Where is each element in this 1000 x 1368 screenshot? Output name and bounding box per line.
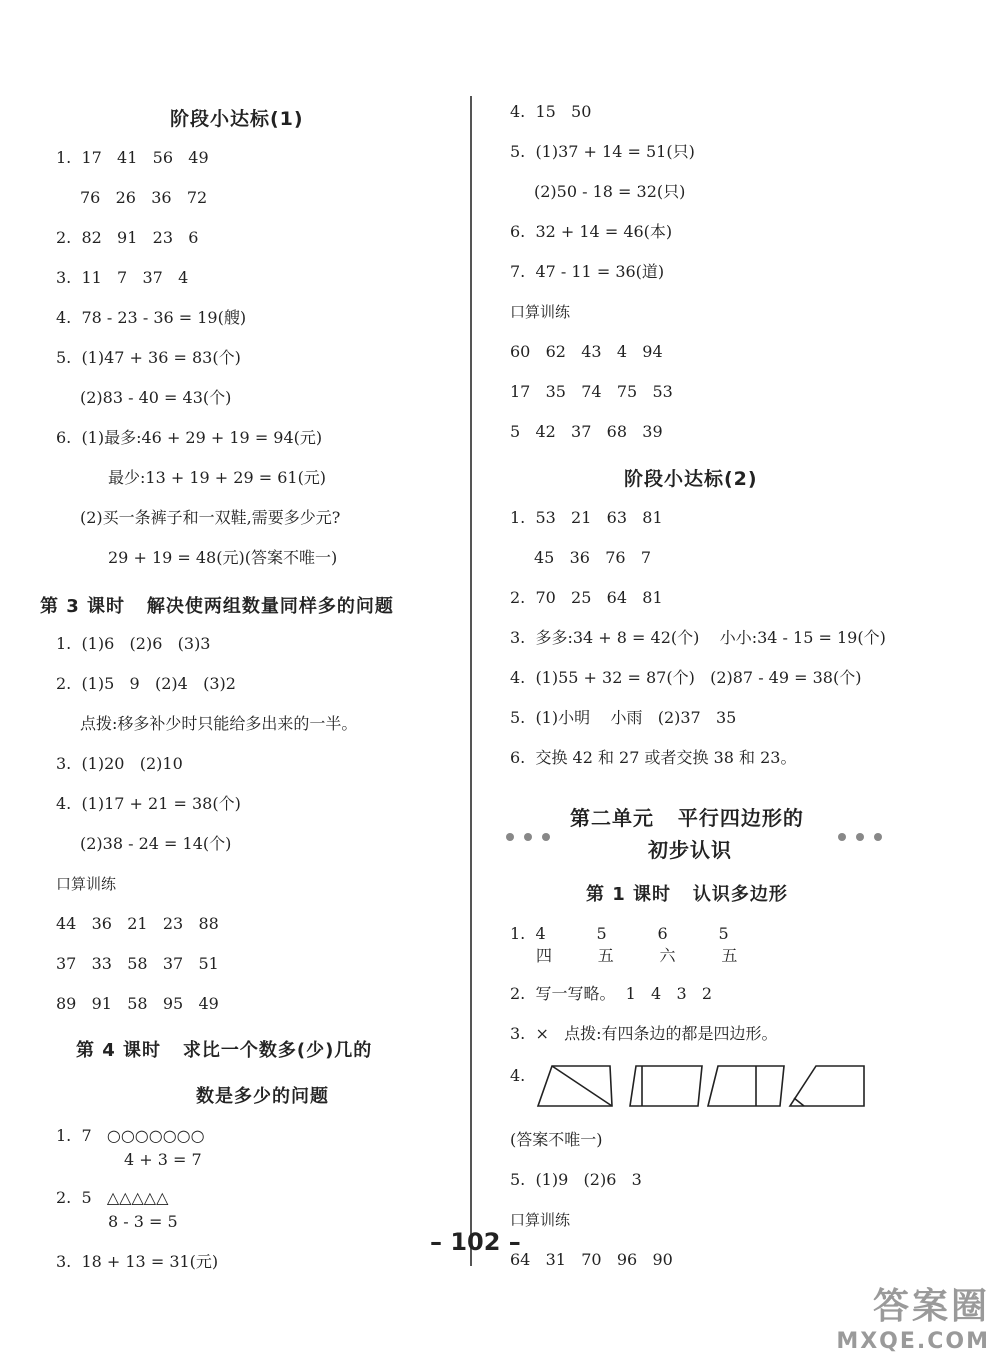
answer-line: 6. 交换 42 和 27 或者交换 38 和 23。 xyxy=(510,748,797,767)
answer-line: 5. (1)9 (2)6 3 xyxy=(510,1170,642,1189)
answer-line: 3. (1)20 (2)10 xyxy=(56,754,183,773)
answer-line: 3. × 点拨:有四条边的都是四边形。 xyxy=(510,1024,778,1043)
page-number: – 102 – xyxy=(430,1228,521,1256)
answer-line: 6. (1)最多:46 + 29 + 19 = 94(元) xyxy=(56,428,323,447)
hint-line: 点拨:移多补少时只能给多出来的一半。 xyxy=(80,714,358,733)
answer-line: 44 36 21 23 88 xyxy=(56,914,219,933)
section-title-stage-2: 阶段小达标(2) xyxy=(624,468,758,490)
answer-line: 64 31 70 96 90 xyxy=(510,1250,673,1269)
answer-line: 最少:13 + 19 + 29 = 61(元) xyxy=(108,468,327,487)
answer-line: 8 - 3 = 5 xyxy=(108,1212,178,1231)
answer-line: (2)83 - 40 = 43(个) xyxy=(80,388,232,407)
column-divider xyxy=(470,96,472,1266)
answer-line: 76 26 36 72 xyxy=(80,188,208,207)
watermark-url: MXQE.COM xyxy=(836,1329,990,1354)
answer-line: 4. xyxy=(510,1066,526,1085)
answer-line: 29 + 19 = 48(元)(答案不唯一) xyxy=(108,548,338,567)
decorative-dots-left xyxy=(506,826,560,845)
answer-line: 3. 11 7 37 4 xyxy=(56,268,189,287)
answer-line: 5. (1)37 + 14 = 51(只) xyxy=(510,142,695,161)
shape-divided-4 xyxy=(790,1066,864,1106)
quadrilateral-figures xyxy=(536,1062,876,1112)
answer-line: 3. 多多:34 + 8 = 42(个) 小小:34 - 15 = 19(个) xyxy=(510,628,886,647)
watermark-logo-text: 答案圈 xyxy=(872,1286,990,1327)
answer-line: 17 35 74 75 53 xyxy=(510,382,673,401)
answer-line: 4. 15 50 xyxy=(510,102,592,121)
answer-line: 2. 写一写略。 1 4 3 2 xyxy=(510,984,713,1003)
answer-line: 1. 7 ○○○○○○○ xyxy=(56,1126,205,1145)
answer-line: (2)买一条裤子和一双鞋,需要多少元? xyxy=(80,508,341,527)
answer-line: (答案不唯一) xyxy=(510,1130,603,1149)
unit-title-line1: 第二单元 平行四边形的 xyxy=(570,806,804,830)
answer-line: 6. 32 + 14 = 46(本) xyxy=(510,222,673,241)
answer-line: 4. (1)55 + 32 = 87(个) (2)87 - 49 = 38(个) xyxy=(510,668,862,687)
answer-line: 7. 47 - 11 = 36(道) xyxy=(510,262,665,281)
answer-line: 1. 17 41 56 49 xyxy=(56,148,209,167)
answer-line: (2)38 - 24 = 14(个) xyxy=(80,834,232,853)
shape-divided-3 xyxy=(708,1066,784,1106)
shape-divided-2 xyxy=(630,1066,702,1106)
shape-divided-1 xyxy=(538,1066,612,1106)
answer-line: 2. 70 25 64 81 xyxy=(510,588,663,607)
answer-line: 5. (1)小明 小雨 (2)37 35 xyxy=(510,708,737,727)
decorative-dots-right xyxy=(838,826,892,845)
oral-calc-label: 口算训练 xyxy=(510,303,571,321)
answer-line: 4 + 3 = 7 xyxy=(124,1150,202,1169)
lesson-title-4-line1: 第 4 课时 求比一个数多(少)几的 xyxy=(76,1040,373,1061)
answer-line: 89 91 58 95 49 xyxy=(56,994,219,1013)
answer-line: 4. (1)17 + 21 = 38(个) xyxy=(56,794,241,813)
lesson-title-1: 第 1 课时 认识多边形 xyxy=(586,884,788,905)
answer-line: (2)50 - 18 = 32(只) xyxy=(534,182,686,201)
answer-line: 37 33 58 37 51 xyxy=(56,954,219,973)
answer-line: 5. (1)47 + 36 = 83(个) xyxy=(56,348,241,367)
unit-title-line2: 初步认识 xyxy=(648,838,732,862)
answer-line: 1. (1)6 (2)6 (3)3 xyxy=(56,634,211,653)
oral-calc-label: 口算训练 xyxy=(510,1211,571,1229)
lesson-title-4-line2: 数是多少的问题 xyxy=(196,1086,329,1107)
answer-line: 2. 5 △△△△△ xyxy=(56,1188,169,1207)
oral-calc-label: 口算训练 xyxy=(56,875,117,893)
section-title-stage-1: 阶段小达标(1) xyxy=(170,108,304,130)
answer-line: 45 36 76 7 xyxy=(534,548,652,567)
answer-line: 4. 78 - 23 - 36 = 19(艘) xyxy=(56,308,247,327)
answer-line: 1. 53 21 63 81 xyxy=(510,508,663,527)
answer-line: 2. (1)5 9 (2)4 (3)2 xyxy=(56,674,236,693)
lesson-title-3: 第 3 课时 解决使两组数量同样多的问题 xyxy=(40,596,394,617)
answer-line: 3. 18 + 13 = 31(元) xyxy=(56,1252,219,1271)
answer-line: 2. 82 91 23 6 xyxy=(56,228,199,247)
answer-line: 5 42 37 68 39 xyxy=(510,422,663,441)
answer-line: 1. 4 5 6 5 xyxy=(510,924,729,943)
watermark xyxy=(836,1278,990,1354)
answer-line: 60 62 43 4 94 xyxy=(510,342,663,361)
answer-line: 四 五 六 五 xyxy=(536,946,738,965)
